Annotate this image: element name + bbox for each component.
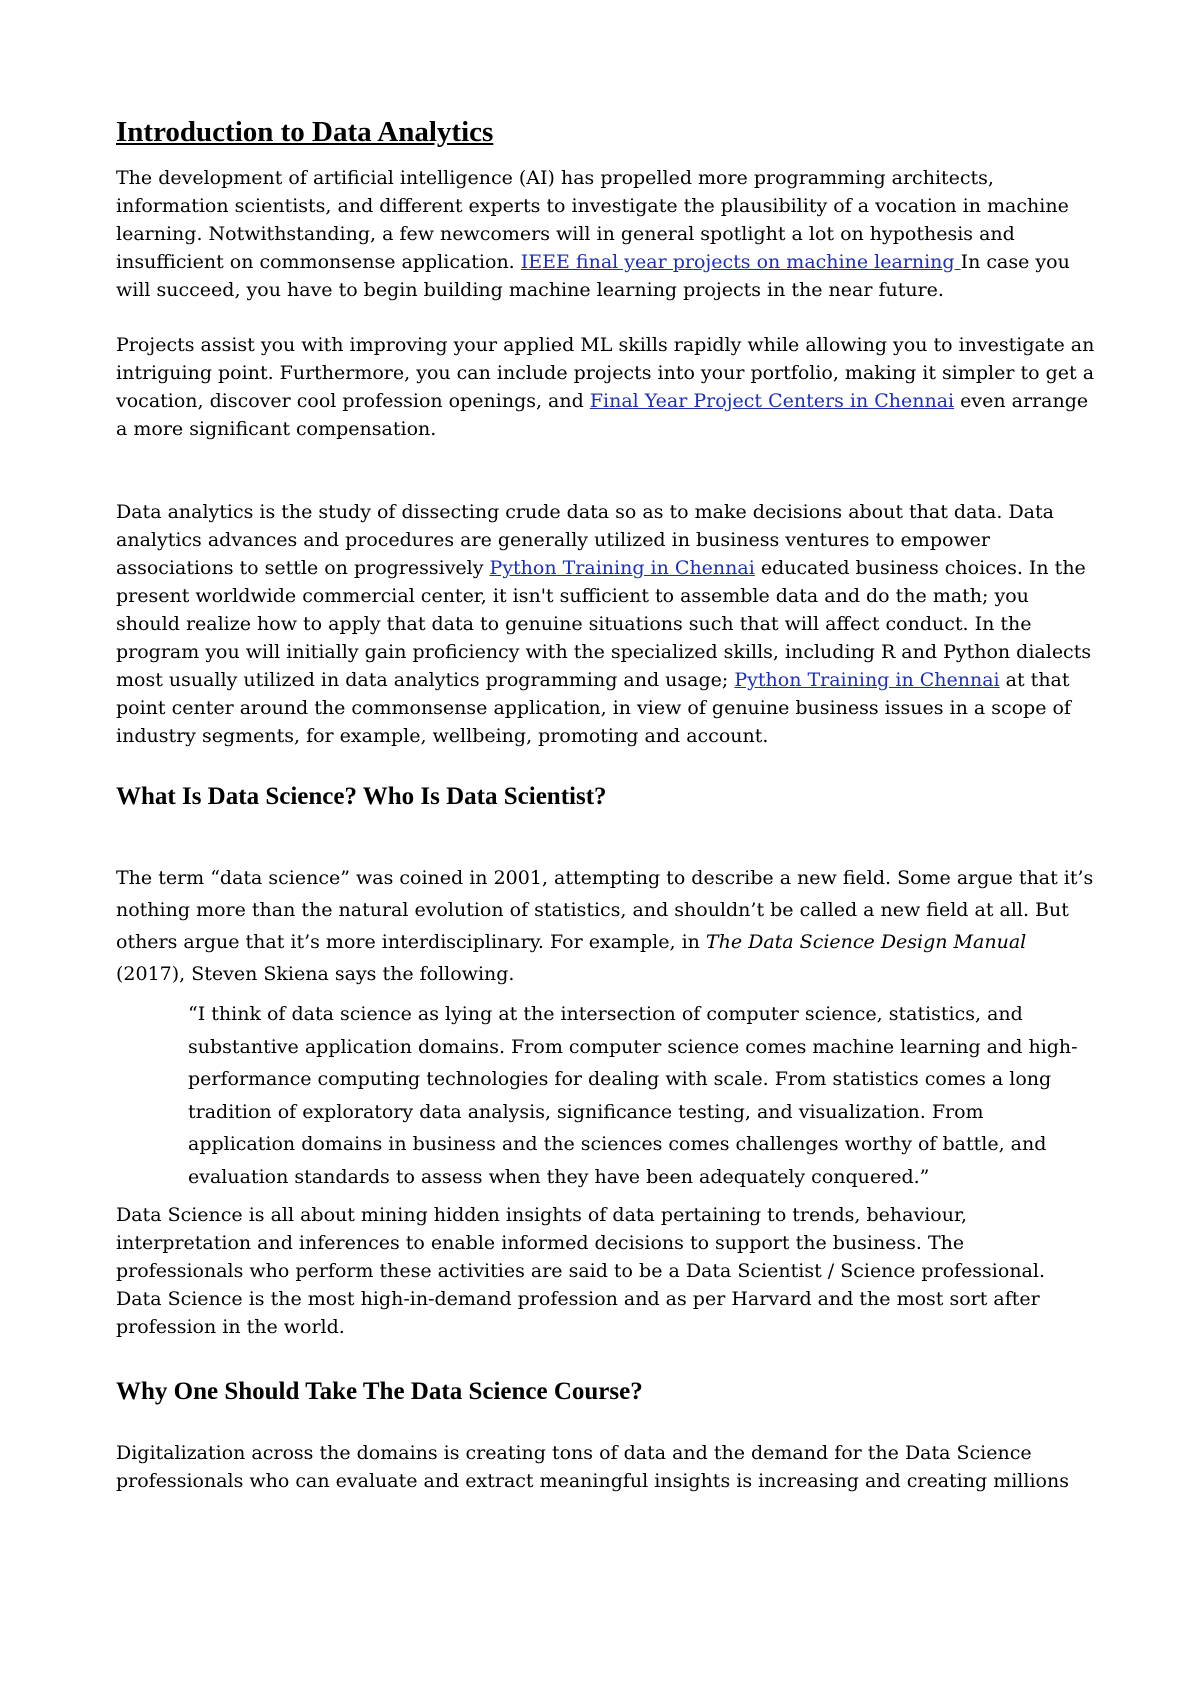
ieee-projects-link[interactable]: IEEE final year projects on machine learning <box>520 251 961 273</box>
intro-p3-text-b: educated business choices. In the present worldwide commercial center, it isn't sufficient to assemble data and do the math; you should realize how to apply that data to genuine situations such that will affect conduct. In the program you will initially gain proficiency with the specialized skills, including R and Python dialects most usually utilized in data analytics programming and usage; <box>116 557 1092 691</box>
python-training-link-2[interactable]: Python Training in Chennai <box>734 669 1000 691</box>
project-centers-link[interactable]: Final Year Project Centers in Chennai <box>589 390 955 412</box>
book-title: The Data Science Design Manual <box>705 931 1027 953</box>
intro-p2-text-b: even arrange a more significant compensation. <box>116 390 1089 440</box>
intro-paragraph-2 <box>116 331 1096 443</box>
intro-paragraph-1 <box>116 164 1096 304</box>
intro-p3-text-a: Data analytics is the study of dissecting crude data so as to make decisions about that data. Data analytics advances and procedures are generally utilized in business ventures to empower associations to settle on progressively <box>116 501 1054 579</box>
data-science-paragraph-2: Data Science is all about mining hidden insights of data pertaining to trends, behaviour, interpretation and inferences to enable informed decisions to support the business. The professionals who perform these activities are said to be a Data Scientist / Science professional. Data Science is the most high-in-demand profession and as per Harvard and the most sort after profession in the world. <box>116 1204 1046 1338</box>
skiena-quote: “I think of data science as lying at the intersection of computer science, statistics, and substantive application domains. From computer science comes machine learning and high-performance computing technologies for dealing with scale. From statistics comes a long tradition of exploratory data analysis, significance testing, and visualization. From application domains in business and the sciences comes challenges worthy of battle, and evaluation standards to assess when they have been adequately conquered.” <box>188 1003 1078 1188</box>
document-page <box>116 112 1096 1495</box>
ds-p1-text-b: (2017), Steven Skiena says the following. <box>116 963 515 985</box>
intro-p1-text-a: The development of artificial intelligence (AI) has propelled more programming architects, information scientists, and different experts to investigate the plausibility of a vocation in machine learning. Notwithstanding, a few newcomers will in general spotlight a lot on hypothesis and insufficient on commonsense application. <box>116 167 1069 273</box>
page-title: Introduction to Data Analytics <box>116 116 494 148</box>
course-paragraph-1: Digitalization across the domains is creating tons of data and the demand for the Data Science professionals who can evaluate and extract meaningful insights is increasing and creating millions <box>116 1442 1069 1492</box>
ds-p1-text-a: The term “data science” was coined in 2001, attempting to describe a new field. Some argue that it’s nothing more than the natural evolution of statistics, and shouldn’t be called a new field at all. But others argue that it’s more interdisciplinary. For example, in <box>116 867 1094 953</box>
intro-paragraph-3 <box>116 498 1096 750</box>
data-science-paragraph-1 <box>116 862 1096 990</box>
data-science-heading: What Is Data Science? Who Is Data Scientist? <box>116 783 607 810</box>
intro-p3-text-c: at that point center around the commonsense application, in view of genuine business issues in a scope of industry segments, for example, wellbeing, promoting and account. <box>116 669 1071 747</box>
intro-p2-text-a: Projects assist you with improving your applied ML skills rapidly while allowing you to investigate an intriguing point. Furthermore, you can include projects into your portfolio, making it simpler to get a vocation, discover cool profession openings, and <box>116 334 1095 412</box>
python-training-link-1[interactable]: Python Training in Chennai <box>489 557 755 579</box>
course-heading: Why One Should Take The Data Science Course? <box>116 1378 643 1405</box>
intro-p1-text-b: In case you will succeed, you have to begin building machine learning projects in the near future. <box>116 251 1070 301</box>
